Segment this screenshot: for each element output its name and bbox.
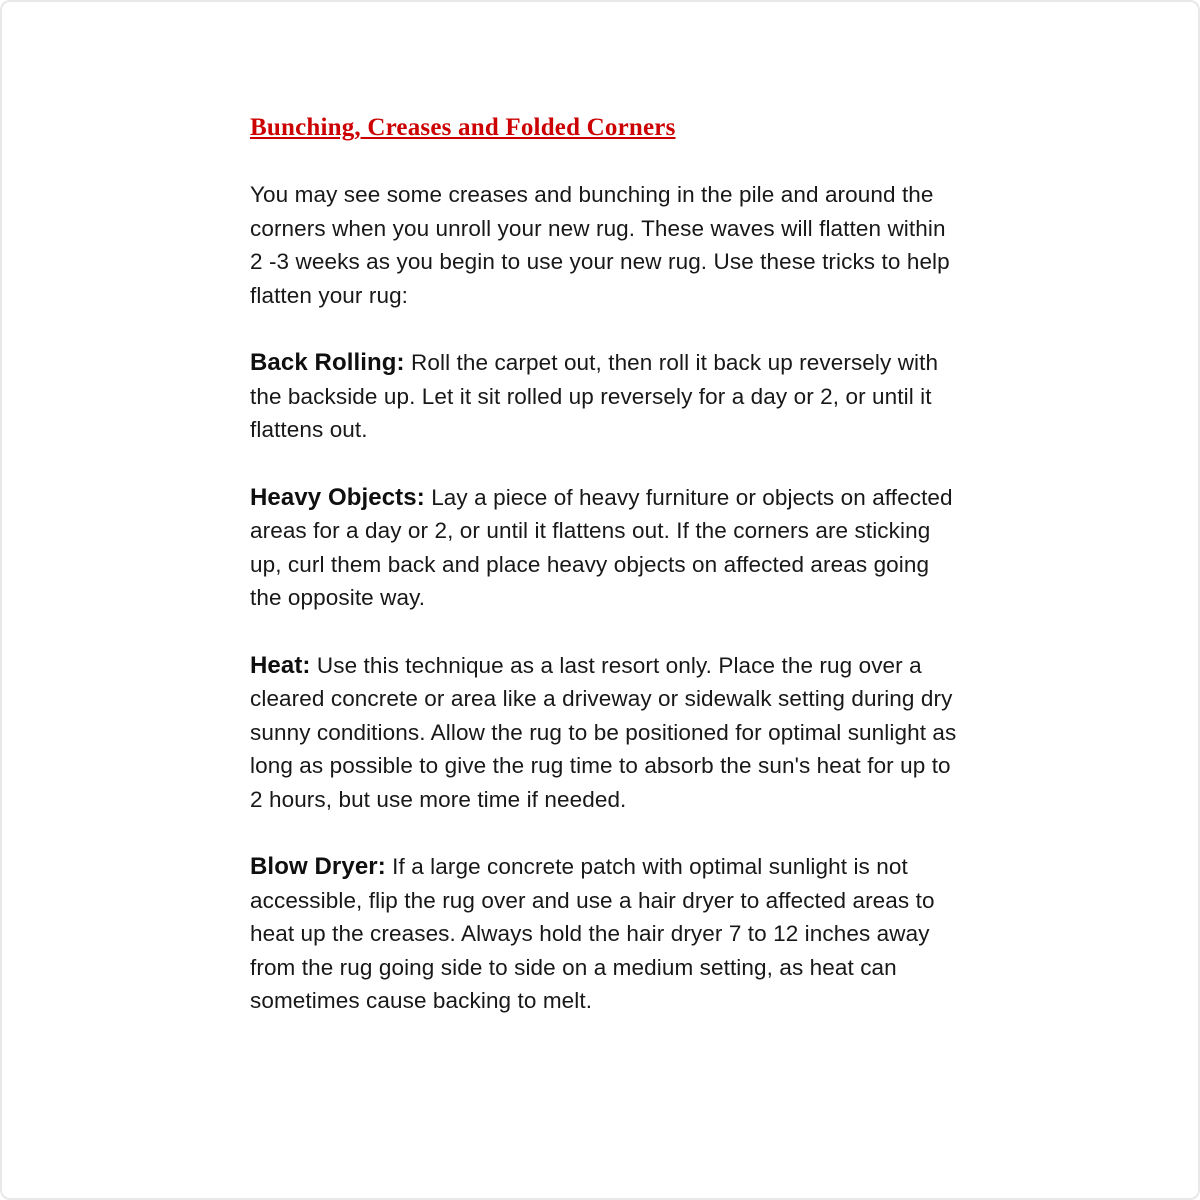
section-label-heat: Heat: [250, 651, 311, 679]
section-text-back-rolling: Roll the carpet out, then roll it back up reversely with the backside up. Let it sit rolled up reversely for a day or 2, or until it flattens out. [250, 350, 939, 442]
section-label-back-rolling: Back Rolling: [250, 349, 405, 376]
section-blow-dryer [250, 850, 962, 1018]
section-label-blow-dryer: Blow Dryer: [250, 853, 386, 880]
section-heat [250, 649, 962, 817]
section-text-heat: Use this technique as a last resort only. Place the rug over a cleared concrete or area like a driveway or sidewalk setting during dry sunny conditions. Allow the rug to be positioned for optimal sunlight as long as possible to give the rug time to absorb the sun's heat for up to 2 hours, but use more time if needed. [250, 652, 957, 812]
section-text-blow-dryer: If a large concrete patch with optimal sunlight is not accessible, flip the rug over and use a hair dryer to affected areas to heat up the creases. Always hold the hair dryer 7 to 12 inches away from the rug going side to side on a medium setting, as heat can sometimes cause backing to melt. [250, 854, 935, 1013]
document-page [250, 114, 962, 1018]
section-text-heavy-objects: Lay a piece of heavy furniture or objects on affected areas for a day or 2, or until it flattens out. If the corners are sticking up, curl them back and place heavy objects on affected areas going the opposite way. [250, 484, 953, 610]
section-label-heavy-objects: Heavy Objects: [250, 483, 425, 511]
intro-paragraph: You may see some creases and bunching in the pile and around the corners when you unroll your new rug. These waves will flatten within 2 -3 weeks as you begin to use your new rug. Use these tricks to help flatten your rug: [250, 182, 950, 308]
section-back-rolling [250, 346, 962, 447]
document-heading: Bunching, Creases and Folded Corners [250, 114, 676, 141]
section-heavy-objects [250, 481, 962, 615]
